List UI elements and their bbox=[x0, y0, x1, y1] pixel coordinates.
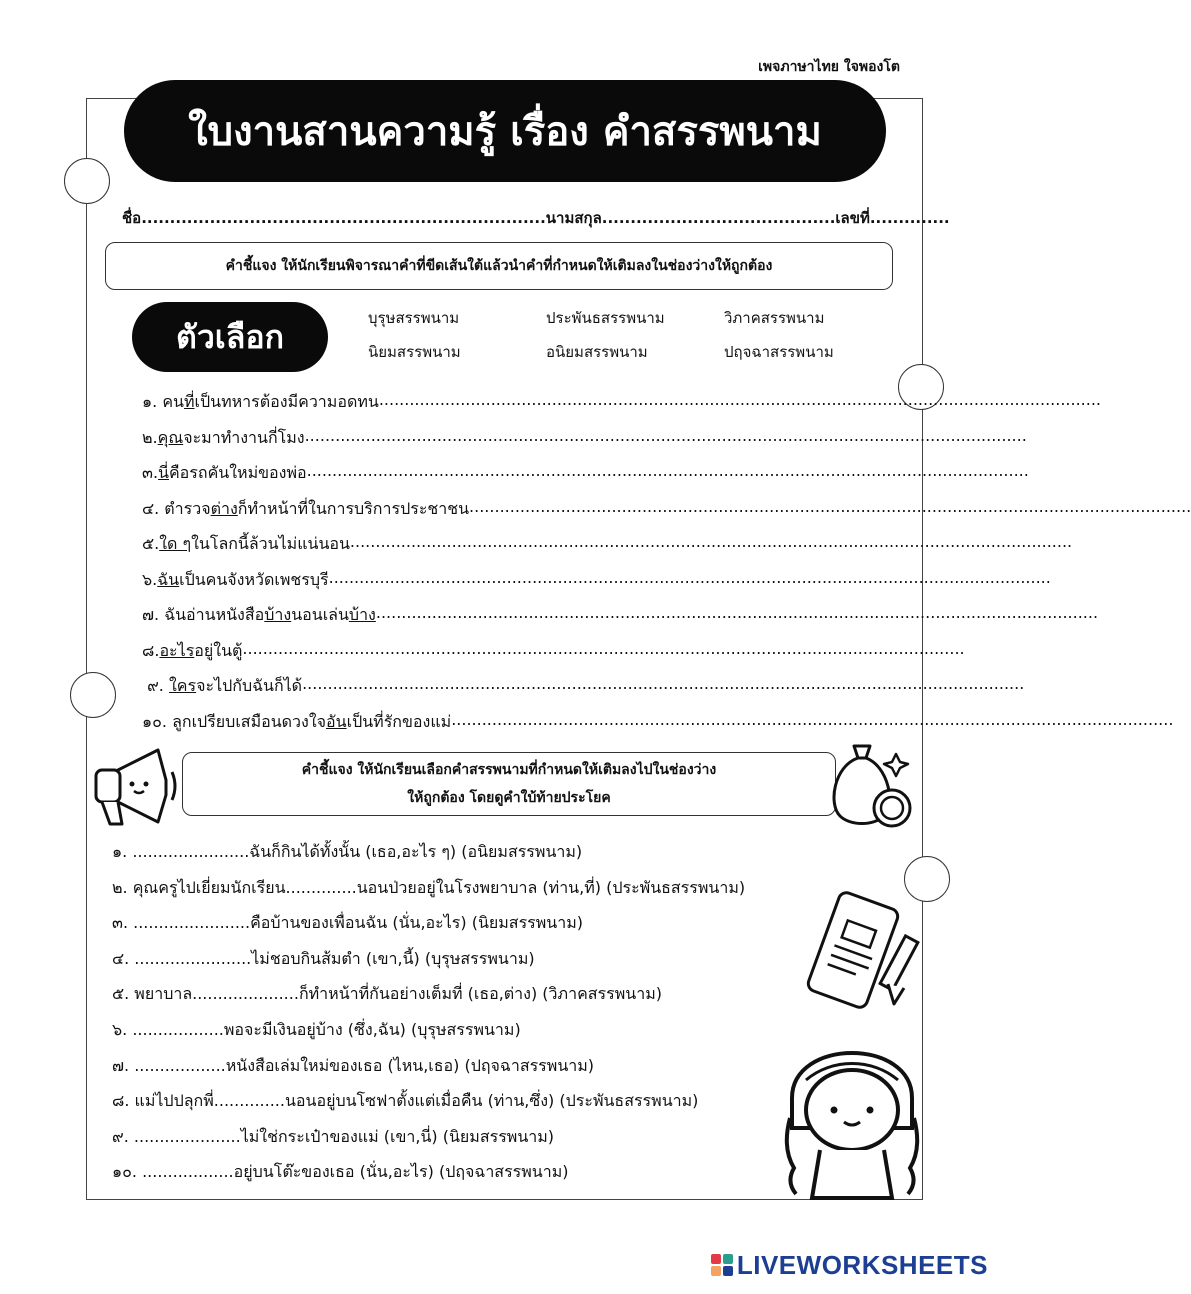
instruction-1-text: คำชี้แจง ให้นักเรียนพิจารณาคำที่ขีดเส้นใต้แล้วนำคำที่กำหนดให้เติมลงในช่องว่างให้ถูกต้อง bbox=[225, 258, 773, 274]
part1-question-list bbox=[142, 390, 1191, 745]
question-item bbox=[142, 603, 1099, 639]
choice-item: บุรุษสรรพนาม bbox=[368, 309, 460, 327]
question-item bbox=[142, 532, 1073, 568]
underlined-word: ใด ๆ bbox=[159, 534, 192, 553]
question-item bbox=[142, 674, 1025, 710]
question-item bbox=[142, 567, 1051, 604]
question-item[interactable]: ๕. พยาบาล.....................ก็ทำหน้าที่กันอย่างเต็มที่ (เธอ,ต่าง) (วิภาคสรรพนาม) bbox=[112, 984, 662, 1004]
instruction-box-2 bbox=[182, 752, 836, 816]
answer-blank[interactable]: .............................................................................................................................................. bbox=[349, 532, 1073, 551]
question-item[interactable]: ๖. ..................พอจะมีเงินอยู่บ้าง (ซึ่ง,ฉัน) (บุรุษสรรพนาม) bbox=[112, 1019, 521, 1039]
question-text: เป็นทหารต้องมีความอดทน bbox=[194, 392, 379, 411]
answer-blank[interactable]: .............................................................................................................................................. bbox=[469, 496, 1191, 516]
question-item bbox=[142, 390, 1102, 426]
question-item bbox=[142, 638, 965, 675]
question-item bbox=[142, 425, 1027, 462]
question-num: ๙. bbox=[142, 676, 169, 695]
answer-blank[interactable]: .............................................................................................................................................. bbox=[328, 567, 1051, 587]
question-num: ๒. bbox=[142, 427, 158, 447]
question-text: เป็นคนจังหวัดเพชรบุรี bbox=[179, 569, 329, 589]
part2-question-list bbox=[112, 840, 832, 1196]
question-text: เป็นที่รักของแม่ bbox=[346, 711, 452, 731]
underlined-word: ต่าง bbox=[210, 498, 238, 518]
underlined-word: ใคร bbox=[168, 676, 197, 695]
underlined-word: อัน bbox=[326, 711, 347, 731]
instruction-2-line1: คำชี้แจง ให้นักเรียนเลือกคำสรรพนามที่กำหนดให้เติมลงไปในช่องว่าง bbox=[301, 762, 717, 778]
answer-blank[interactable]: .............................................................................................................................................. bbox=[378, 390, 1102, 409]
logo-square bbox=[723, 1266, 733, 1276]
question-item[interactable]: ๑๐. ..................อยู่บนโต๊ะของเธอ (นั่น,อะไร) (ปฤจฉาสรรพนาม) bbox=[112, 1162, 569, 1182]
question-text: อยู่ในตู้ bbox=[194, 640, 243, 660]
page-title: ใบงานสานความรู้ เรื่อง คำสรรพนาม bbox=[124, 80, 886, 182]
question-num: ๑๐. ลูกเปรียบเสมือนดวงใจ bbox=[142, 711, 327, 731]
question-num: ๖. bbox=[142, 569, 158, 589]
choice-item: วิภาคสรรพนาม bbox=[724, 309, 825, 327]
question-num: ๓. bbox=[142, 463, 159, 482]
girl-illustration bbox=[772, 1018, 932, 1198]
question-num: ๘. bbox=[142, 640, 160, 660]
question-item[interactable]: ๒. คุณครูไปเยี่ยมนักเรียน..............นอนป่วยอยู่ในโรงพยาบาล (ท่าน,ที่) (ประพันธสรรพนาม) bbox=[112, 877, 746, 897]
logo-text: LIVEWORKSHEETS bbox=[736, 1249, 988, 1280]
choice-item: อนิยมสรรพนาม bbox=[546, 343, 648, 361]
question-num: ๕. bbox=[142, 534, 160, 553]
underlined-word: คุณ bbox=[157, 427, 184, 447]
logo-square bbox=[711, 1266, 721, 1276]
underlined-word: บ้าง bbox=[348, 605, 376, 624]
underlined-word: ฉัน bbox=[157, 569, 180, 589]
underlined-word: บ้าง bbox=[264, 605, 292, 624]
money-bag-icon bbox=[826, 740, 916, 832]
choice-item: ประพันธสรรพนาม bbox=[546, 309, 665, 327]
logo-square bbox=[723, 1254, 733, 1264]
liveworksheets-logo bbox=[711, 1250, 988, 1280]
question-item[interactable]: ๔. .......................ไม่ชอบกินส้มตำ (เขา,นี้) (บุรุษสรรพนาม) bbox=[112, 948, 535, 968]
answer-blank[interactable]: .............................................................................................................................................. bbox=[242, 638, 965, 658]
underlined-word: ที่ bbox=[183, 392, 195, 411]
question-item[interactable]: ๘. แม่ไปปลุกพี่..............นอนอยู่บนโซฟาตั้งแต่เมื่อคืน (ท่าน,ซึ่ง) (ประพันธสรรพนาม) bbox=[112, 1091, 699, 1111]
answer-blank[interactable]: .............................................................................................................................................. bbox=[375, 603, 1099, 622]
question-text: คือรถคันใหม่ของพ่อ bbox=[168, 463, 307, 482]
choice-label: ตัวเลือก bbox=[132, 302, 328, 372]
instruction-2-line2: ให้ถูกต้อง โดยดูคำใบ้ท้ายประโยค bbox=[407, 790, 611, 806]
underlined-word: นี่ bbox=[158, 463, 169, 482]
question-item[interactable]: ๓. .......................คือบ้านของเพื่อนฉัน (นั่น,อะไร) (นิยมสรรพนาม) bbox=[112, 913, 584, 933]
instruction-box-1 bbox=[105, 242, 893, 290]
question-text: ก็ทำหน้าที่ในการบริการประชาชน bbox=[237, 498, 470, 518]
underlined-word: อะไร bbox=[159, 640, 195, 660]
choice-item: ปฤจฉาสรรพนาม bbox=[724, 343, 834, 361]
choice-item: นิยมสรรพนาม bbox=[368, 343, 461, 361]
question-num: ๑. คน bbox=[142, 392, 184, 411]
phone-pencil-icon bbox=[804, 880, 922, 1020]
question-text: ในโลกนี้ล้วนไม่แน่นอน bbox=[191, 534, 350, 553]
choice-list bbox=[368, 306, 888, 364]
question-item[interactable]: ๗. ..................หนังสือเล่มใหม่ของเธอ (ไหน,เธอ) (ปฤจฉาสรรพนาม) bbox=[112, 1055, 595, 1075]
question-text: นอนเล่น bbox=[291, 605, 349, 624]
credit-text: เพจภาษาไทย ใจพองโต bbox=[758, 59, 900, 75]
question-num: ๗. ฉันอ่านหนังสือ bbox=[142, 605, 265, 624]
name-line: ชื่อ.......................................................................นามสกุล.........................................เลขที่.............. bbox=[122, 209, 950, 227]
answer-blank[interactable]: .............................................................................................................................................. bbox=[451, 709, 1174, 729]
question-item bbox=[142, 496, 1191, 533]
megaphone-icon bbox=[88, 740, 180, 832]
question-item[interactable]: ๑. .......................ฉันก็กินได้ทั้งนั้น (เธอ,อะไร ๆ) (อนิยมสรรพนาม) bbox=[112, 842, 583, 861]
logo-mark-icon bbox=[711, 1254, 733, 1276]
question-num: ๔. ตำรวจ bbox=[142, 498, 211, 518]
answer-blank[interactable]: .............................................................................................................................................. bbox=[306, 461, 1029, 480]
logo-square bbox=[711, 1254, 721, 1264]
question-text: จะมาทำงานกี่โมง bbox=[183, 427, 305, 447]
binder-hole bbox=[70, 672, 116, 718]
question-item bbox=[142, 709, 1174, 746]
answer-blank[interactable]: .............................................................................................................................................. bbox=[302, 674, 1025, 693]
question-item[interactable]: ๙. .....................ไม่ใช่กระเป๋าของแม่ (เขา,นี่) (นิยมสรรพนาม) bbox=[112, 1126, 555, 1146]
binder-hole bbox=[64, 158, 110, 204]
answer-blank[interactable]: .............................................................................................................................................. bbox=[304, 425, 1027, 445]
question-item bbox=[142, 461, 1029, 497]
question-text: จะไปกับฉันก็ได้ bbox=[196, 676, 303, 695]
